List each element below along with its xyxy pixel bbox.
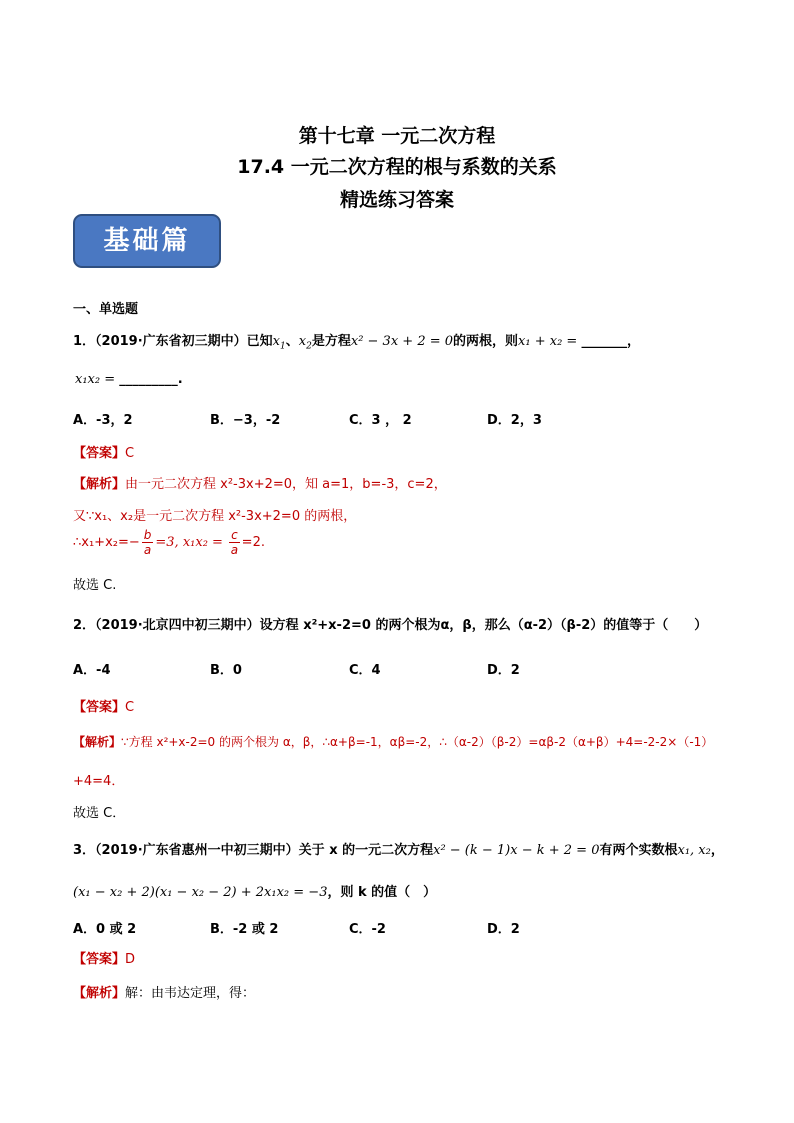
q2-analysis-tag: 【解析】 xyxy=(73,735,122,749)
q2-option-b: B．0 xyxy=(210,663,242,678)
q1-answer xyxy=(73,442,134,461)
q3-equation: x² − (k − 1)x − k + 2 = 0 xyxy=(433,843,600,858)
q1-analysis-3a: ∴x₁+x₂=− xyxy=(73,535,140,550)
q3-stem-d: ，则 k 的值（ ） xyxy=(327,885,437,900)
chapter-title: 第十七章 一元二次方程 xyxy=(298,125,496,147)
level-badge: 基础篇 xyxy=(73,214,221,268)
q1-option-a: A．-3，2 xyxy=(73,413,133,428)
q2-analysis-line-1 xyxy=(73,733,713,750)
q1-analysis-text-1: 由一元二次方程 x²-3x+2=0，知 a=1，b=-3，c=2， xyxy=(125,477,447,492)
q3-analysis-text-1: 解：由韦达定理，得： xyxy=(125,986,256,1001)
question-1-line-2 xyxy=(75,372,183,387)
q1-fraction-b-over-a: $\frac{b}{a}$ xyxy=(143,528,152,557)
q2-option-a: A．-4 xyxy=(73,663,111,678)
question-1-stem xyxy=(73,330,640,352)
q3-option-b: B．-2 或 2 xyxy=(210,922,279,937)
q1-stem-d: 的两根，则 xyxy=(453,334,519,349)
q1-stem-a: 1．（2019·广东省初三期中）已知 xyxy=(73,334,273,349)
page-subtitle: 精选练习答案 xyxy=(339,189,454,211)
section-title: 17.4 一元二次方程的根与系数的关系 xyxy=(237,156,557,178)
q2-conclusion: 故选 C． xyxy=(73,806,126,821)
q2-analysis-text-1: ∵方程 x²+x-2=0 的两个根为 α，β，∴α+β=-1，αβ=-2，∴（α-2）（β-2）=αβ-2（α+β）+4=-2-2×（-1） xyxy=(121,735,714,749)
q2-answer-tag: 【答案】 xyxy=(73,700,126,715)
q1-conclusion: 故选 C. xyxy=(73,578,117,593)
q1-blank-2: _________. xyxy=(119,372,183,387)
q3-stem-a: 3．（2019·广东省惠州一中初三期中）关于 x 的一元二次方程 xyxy=(73,843,434,858)
q3-stem-c: ， xyxy=(710,843,724,858)
question-3-line-2 xyxy=(73,881,436,900)
q2-answer xyxy=(73,696,134,715)
q3-analysis-line-1 xyxy=(73,982,255,1001)
q1-option-b: B．−3，-2 xyxy=(210,413,281,428)
q3-answer-tag: 【答案】 xyxy=(73,952,126,967)
q1-blank-1: _______， xyxy=(581,334,640,349)
q1-stem-b: 、 xyxy=(285,334,299,349)
q3-option-a: A．0 或 2 xyxy=(73,922,137,937)
section-heading: 一、单选题 xyxy=(73,302,139,317)
q1-stem-c: 是方程 xyxy=(311,334,351,349)
q1-sum: x₁ + x₂ = xyxy=(518,334,582,349)
q1-fraction-c-over-a: $\frac{c}{a}$ xyxy=(230,528,239,557)
q1-analysis-line-1 xyxy=(73,473,447,492)
q1-prod: x₁x₂ = xyxy=(75,372,120,387)
q2-analysis-line-2: +4=4． xyxy=(73,774,125,789)
q1-x2: $x_2$ xyxy=(298,334,312,352)
q1-analysis-tag: 【解析】 xyxy=(73,477,126,492)
q1-analysis-line-2: 又∵x₁、x₂是一元二次方程 x²-3x+2=0 的两根， xyxy=(73,509,357,524)
question-2-stem: 2．（2019·北京四中初三期中）设方程 x²+x-2=0 的两个根为α，β，那么（α-2）（β-2）的值等于（ ） xyxy=(73,618,708,633)
q1-option-c: C．3 ， 2 xyxy=(349,413,412,428)
q3-condition: (x₁ − x₂ + 2)(x₁ − x₂ − 2) + 2x₁x₂ = −3 xyxy=(73,885,328,900)
q1-x1: $x_1$ xyxy=(272,334,286,352)
q1-option-d: D．2，3 xyxy=(487,413,542,428)
q3-option-d: D．2 xyxy=(487,922,520,937)
q3-analysis-tag: 【解析】 xyxy=(73,986,126,1001)
q3-answer xyxy=(73,948,135,967)
q1-answer-value: C xyxy=(125,446,135,461)
q2-option-c: C．4 xyxy=(349,663,381,678)
q1-analysis-3b: =3, x₁x₂ = xyxy=(155,535,228,550)
q1-answer-tag: 【答案】 xyxy=(73,446,126,461)
q1-analysis-3c: =2. xyxy=(241,535,265,550)
q1-equation: x² − 3x + 2 = 0 xyxy=(350,334,454,349)
q3-roots: x₁, x₂ xyxy=(677,843,711,858)
q3-option-c: C．-2 xyxy=(349,922,386,937)
q1-analysis-line-3 xyxy=(73,528,265,557)
q3-stem-b: 有两个实数根 xyxy=(599,843,678,858)
q3-answer-value: D xyxy=(125,952,136,967)
question-3-stem xyxy=(73,839,724,858)
q2-option-d: D．2 xyxy=(487,663,520,678)
q2-answer-value: C xyxy=(125,700,135,715)
